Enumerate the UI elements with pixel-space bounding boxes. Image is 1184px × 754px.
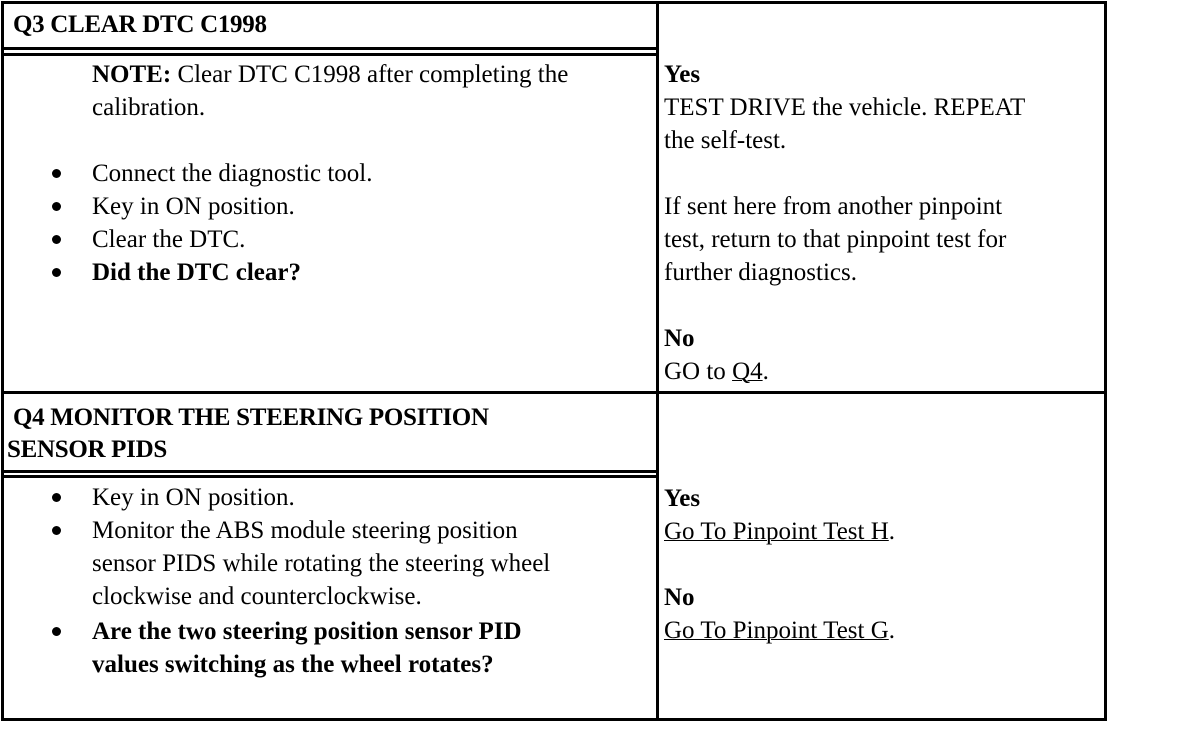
q4-title-line-1: Q4 MONITOR THE STEERING POSITION: [13, 404, 489, 431]
bullet-icon: [52, 235, 61, 244]
q4-yes-label: Yes: [664, 485, 701, 512]
q4-step-text-cont: sensor PIDS while rotating the steering wheel: [92, 550, 551, 577]
bullet-icon: [52, 268, 61, 277]
q3-no-line: [664, 355, 769, 388]
bullet-icon: [52, 202, 61, 211]
q3-yes-extra-line: further diagnostics.: [664, 259, 858, 286]
q3-question-text: Did the DTC clear?: [92, 259, 301, 286]
q3-no-prefix: GO to: [664, 358, 733, 385]
q3-header-underline: [1, 53, 659, 56]
q4-step-text: Monitor the ABS module steering position: [92, 517, 518, 544]
q3-yes-extra-line: test, return to that pinpoint test for: [664, 226, 1007, 253]
q3-yes-line: the self-test.: [664, 127, 787, 154]
q4-step-text-cont: clockwise and counterclockwise.: [92, 583, 422, 610]
q4-no-suffix: .: [888, 617, 896, 644]
q4-question-text-cont: values switching as the wheel rotates?: [92, 651, 494, 678]
q4-yes-suffix: .: [888, 518, 896, 545]
q3-yes-line: TEST DRIVE the vehicle. REPEAT: [664, 94, 1026, 121]
note-label: NOTE:: [92, 61, 172, 88]
q3-yes-label: Yes: [664, 61, 701, 88]
q3-step-text: Clear the DTC.: [92, 226, 246, 253]
q4-link[interactable]: Q4: [732, 358, 763, 385]
q3-yes-extra-line: If sent here from another pinpoint: [664, 193, 1003, 220]
bullet-icon: [52, 169, 61, 178]
q4-no-line: [664, 614, 895, 647]
q3-no-label: No: [664, 325, 695, 352]
q3-no-suffix: .: [762, 358, 769, 385]
q3-step-text: Key in ON position.: [92, 193, 295, 220]
column-divider: [656, 1, 659, 721]
q3-note: [92, 58, 568, 91]
pinpoint-test-g-link[interactable]: Go To Pinpoint Test G: [664, 617, 889, 644]
q3-step-text: Connect the diagnostic tool.: [92, 160, 373, 187]
q3-title: Q3 CLEAR DTC C1998: [13, 11, 267, 38]
note-text-line-1: Clear DTC C1998 after completing the: [171, 61, 569, 88]
q4-question-text: Are the two steering position sensor PID: [92, 618, 522, 645]
q4-yes-line: [664, 515, 895, 548]
q4-title-line-2: SENSOR PIDS: [7, 436, 167, 463]
bullet-icon: [52, 627, 61, 636]
pinpoint-test-h-link[interactable]: Go To Pinpoint Test H: [664, 518, 889, 545]
note-text-line-2: calibration.: [92, 94, 206, 121]
bullet-icon: [52, 493, 61, 502]
bullet-icon: [52, 526, 61, 535]
q4-step-text: Key in ON position.: [92, 484, 295, 511]
q4-header-underline: [1, 475, 659, 478]
q4-no-label: No: [664, 584, 695, 611]
